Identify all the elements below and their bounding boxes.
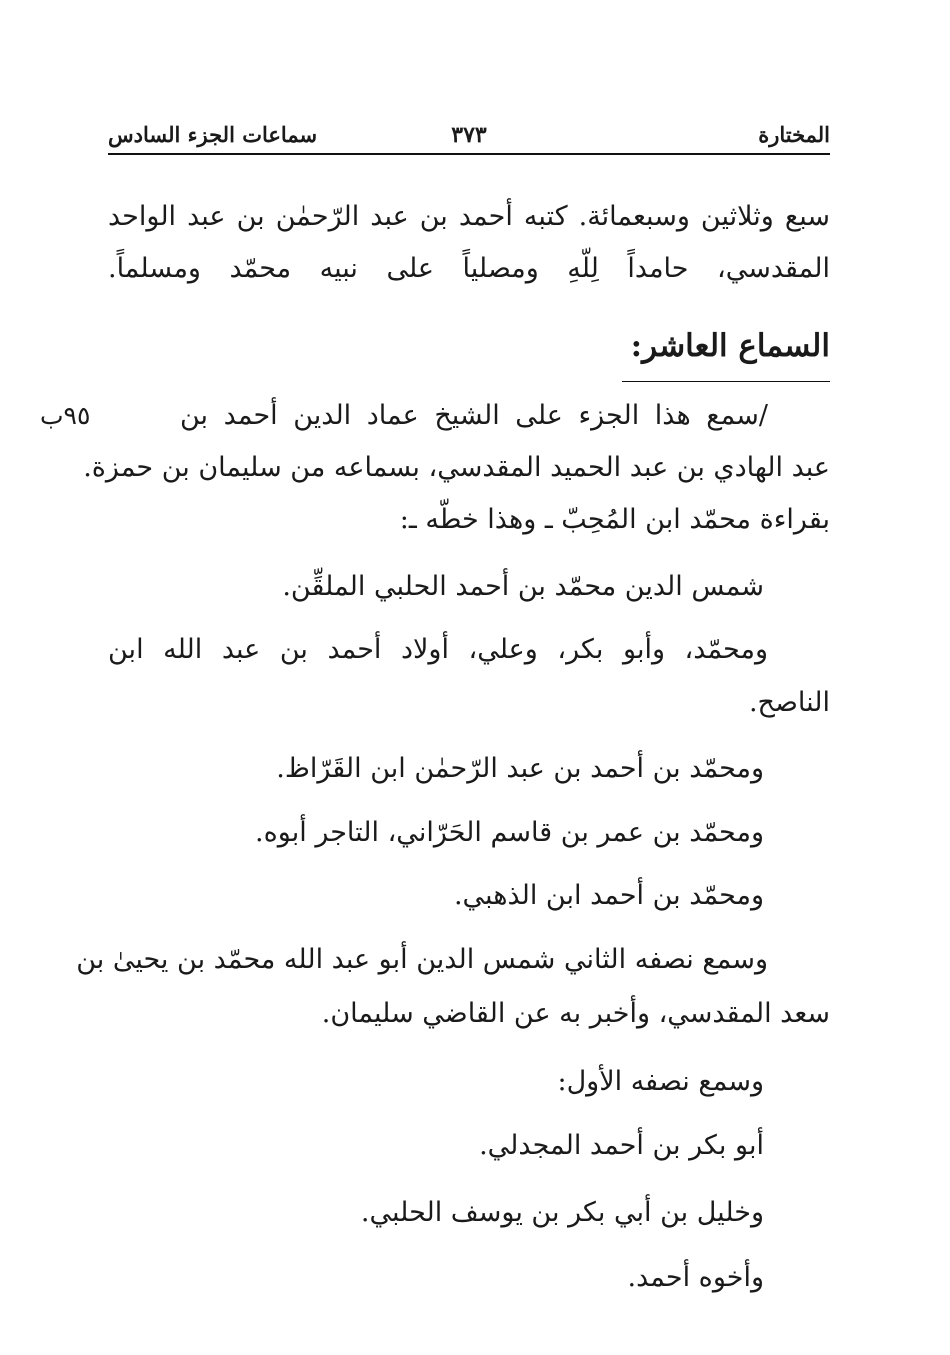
name-entry-3: ومحمّد بن أحمد بن عبد الرّحمٰن ابن القَرّاظ. (276, 753, 764, 784)
name-entry-6-line-1: وسمع نصفه الثاني شمس الدين أبو عبد الله محمّد بن يحيىٰ بن (76, 944, 768, 975)
section-title: سماعات الجزء السادس (108, 122, 318, 147)
name-entry-6-line-2: سعد المقدسي، وأخبر به عن القاضي سليمان. (321, 998, 830, 1029)
paragraph-1-line-3: بقراءة محمّد ابن المُحِبّ ـ وهذا خطّه ـ: (399, 504, 830, 535)
name-entry-9: وخليل بن أبي بكر بن يوسف الحلبي. (360, 1197, 764, 1228)
name-entry-4: ومحمّد بن عمر بن قاسم الحَرّاني، التاجر أبوه. (255, 817, 764, 848)
paragraph-1-line-1: /سمع هذا الجزء على الشيخ عماد الدين أحمد بن (180, 400, 768, 431)
header-rule (108, 153, 830, 155)
opening-line-2: المقدسي، حامداً لِلّهِ ومصلياً على نبيه محمّد ومسلماً. (108, 253, 830, 284)
name-entry-7: وسمع نصفه الأول: (557, 1066, 764, 1097)
margin-folio-reference: ٩٥ب (40, 401, 91, 430)
paragraph-1-line-2: عبد الهادي بن عبد الحميد المقدسي، بسماعه من سليمان بن حمزة. (83, 452, 830, 483)
name-entry-2-line-1: ومحمّد، وأبو بكر، وعلي، أولاد أحمد بن عبد الله ابن (108, 634, 768, 665)
section-heading: السماع العاشر: (630, 328, 830, 364)
page-number: ٣٧٣ (451, 122, 487, 148)
heading-rule (622, 381, 830, 382)
name-entry-8: أبو بكر بن أحمد المجدلي. (479, 1130, 764, 1161)
name-entry-1: شمس الدين محمّد بن أحمد الحلبي الملقِّن. (282, 571, 764, 602)
name-entry-5: ومحمّد بن أحمد ابن الذهبي. (453, 880, 764, 911)
opening-line-1: سبع وثلاثين وسبعمائة. كتبه أحمد بن عبد الرّحمٰن بن عبد الواحد (108, 201, 830, 232)
book-title: المختارة (758, 122, 830, 147)
name-entry-2-line-2: الناصح. (748, 687, 830, 718)
name-entry-10: وأخوه أحمد. (627, 1262, 764, 1293)
running-header (108, 118, 830, 152)
